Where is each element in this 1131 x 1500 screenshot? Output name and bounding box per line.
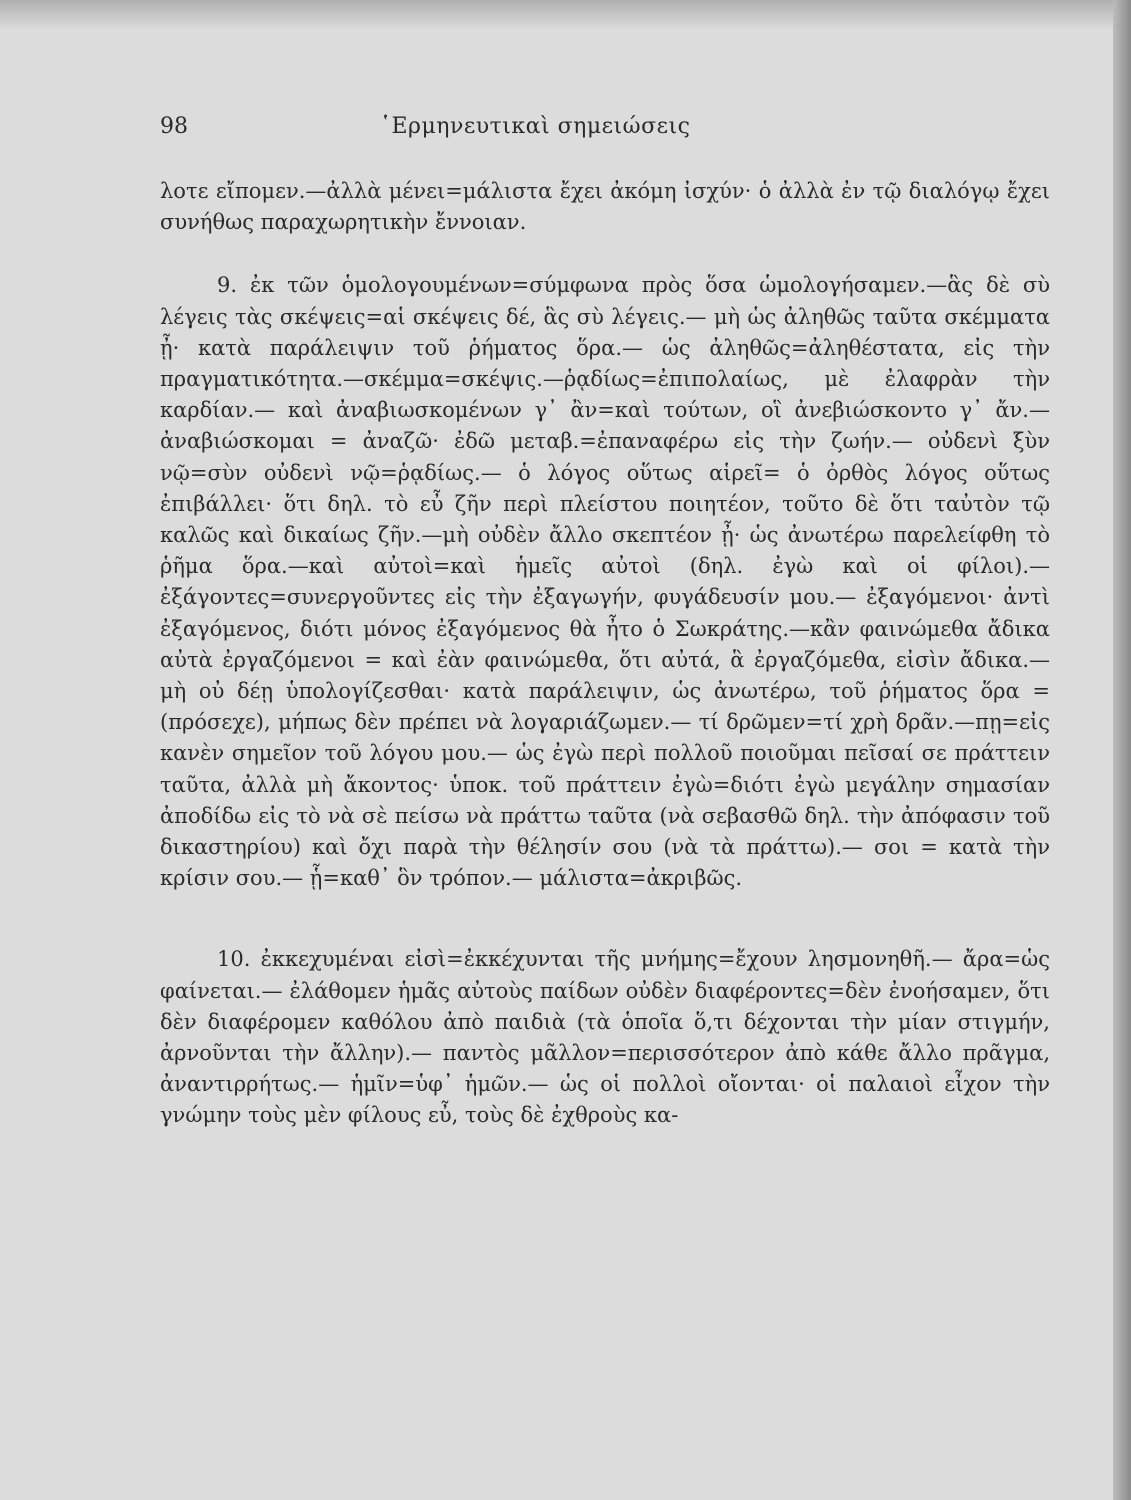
paragraph-note-10: 10. ἐκκεχυμέναι εἰσὶ=ἐκκέχυνται τῆς μνήμης=ἔχουν λησμονηθῆ.— ἄρα=ὡς φαίνεται.— ἐλάθομεν ἡμᾶς αὐτοὺς παίδων οὐδὲν διαφέροντες=δὲν ἐνοήσαμεν, ὅτι δὲν διαφέρομεν καθόλου ἀπὸ παιδιὰ (τὰ ὁποῖα ὅ,τι δέχονται τὴν μίαν στιγμήν, ἀρνοῦνται τὴν ἄλλην).— παντὸς μᾶλλον=περισσότερον ἀπὸ κάθε ἄλλο πρᾶγμα, ἀναντιρρήτως.— ἡμῖν=ὑφ᾽ ἡμῶν.— ὡς οἱ πολλοὶ οἴονται· οἱ παλαιοὶ εἶχον τὴν γνώμην τοὺς μὲν φίλους εὖ, τοὺς δὲ ἐχθροὺς κα- [160,947,1050,1128]
running-title: ῾Ερμηνευτικαὶ σημειώσεις [380,114,691,139]
paragraph-continuation: λοτε εἴπομεν.—ἀλλὰ μένει=μάλιστα ἔχει ἀκόμη ἰσχύν· ὁ ἀλλὰ ἐν τῷ διαλόγῳ ἔχει συνήθως παραχωρητικὴν ἔννοιαν. [160,179,1050,235]
page-header [160,114,1050,148]
paragraph-note-9: 9. ἐκ τῶν ὁμολογουμένων=σύμφωνα πρὸς ὅσα ὡμολογήσαμεν.—ἃς δὲ σὺ λέγεις τὰς σκέψεις=αἱ σκέψεις δέ, ἃς σὺ λέγεις.— μὴ ὡς ἀληθῶς ταῦτα σκέμματα ᾖ· κατὰ παράλειψιν τοῦ ῥήματος ὅρα.— ὡς ἀληθῶς=ἀληθέστατα, εἰς τὴν πραγματικότητα.—σκέμμα=σκέψις.—ῥᾳδίως=ἐπιπολαίως, μὲ ἐλαφρὰν τὴν καρδίαν.— καὶ ἀναβιωσκομένων γ᾽ ἂν=καὶ τούτων, οἳ ἀνεβιώσκοντο γ᾽ ἄν.— ἀναβιώσκομαι = ἀναζῶ· ἐδῶ μεταβ.=ἐπαναφέρω εἰς τὴν ζωήν.— οὐδενὶ ξὺν νῷ=σὺν οὐδενὶ νῷ=ῥᾳδίως.— ὁ λόγος οὕτως αἱρεῖ= ὁ ὀρθὸς λόγος οὕτως ἐπιβάλλει· ὅτι δηλ. τὸ εὖ ζῆν περὶ πλείστου ποιητέον, τοῦτο δὲ ὅτι ταὐτὸν τῷ καλῶς καὶ δικαίως ζῆν.—μὴ οὐδὲν ἄλλο σκεπτέον ᾖ· ὡς ἀνωτέρω παρελείφθη τὸ ῥῆμα ὅρα.—καὶ αὐτοὶ=καὶ ἡμεῖς αὐτοὶ (δηλ. ἐγὼ καὶ οἱ φίλοι).—ἐξάγοντες=συνεργοῦντες εἰς τὴν ἐξαγωγήν, φυγάδευσίν μου.— ἐξαγόμενοι· ἀντὶ ἐξαγόμενος, διότι μόνος ἐξαγόμενος θὰ ἦτο ὁ Σωκράτης.—κἂν φαινώμεθα ἄδικα αὐτὰ ἐργαζόμενοι = καὶ ἐὰν φαινώμεθα, ὅτι αὐτά, ἃ ἐργαζόμεθα, εἰσὶν ἄδικα.— μὴ οὐ δέῃ ὑπολογίζεσθαι· κατὰ παράλειψιν, ὡς ἀνωτέρω, τοῦ ῥήματος ὅρα = (πρόσεχε), μήπως δὲν πρέπει νὰ λογαριάζωμεν.— τί δρῶμεν=τί χρὴ δρᾶν.—πῃ=εἰς κανὲν σημεῖον τοῦ λόγου μου.— ὡς ἐγὼ περὶ πολλοῦ ποιοῦμαι πεῖσαί σε πράττειν ταῦτα, ἀλλὰ μὴ ἄκοντος· ὑποκ. τοῦ πράττειν ἐγὼ=διότι ἐγὼ μεγάλην σημασίαν ἀποδίδω εἰς τὸ νὰ σὲ πείσω νὰ πράττω ταῦτα (νὰ σεβασθῶ δηλ. τὴν ἀπόφασιν τοῦ δικαστηρίου) καὶ ὄχι παρὰ τὴν θέλησίν σου (νὰ τὰ πράττω).— σοι = κατὰ τὴν κρίσιν σου.— ᾗ=καθ᾽ ὃν τρόπον.— μάλιστα=ἀκριβῶς. [160,273,1050,891]
page-edge [1113,0,1131,1500]
body-text [160,176,1050,1132]
page-number: 98 [160,114,188,139]
top-shadow [0,0,1113,30]
